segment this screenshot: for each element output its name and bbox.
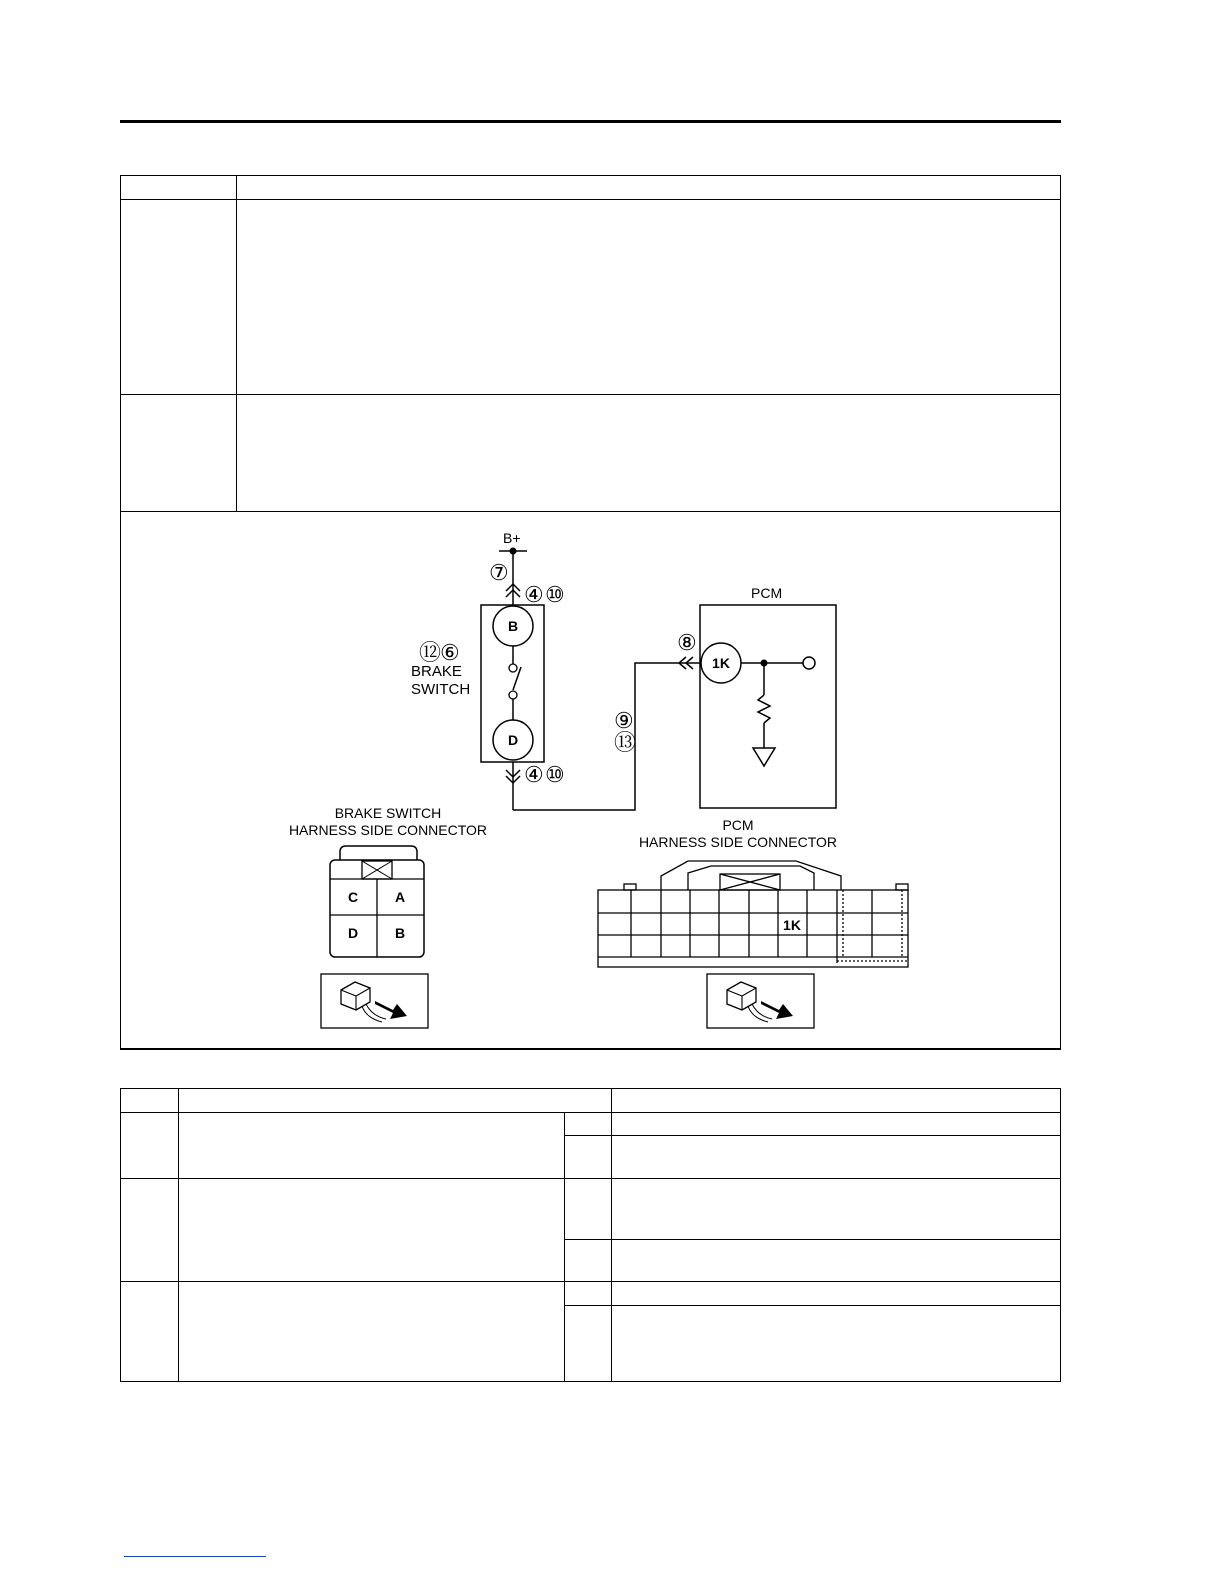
procedure-header-divider [120,1112,1061,1113]
brake-cell-d: D [347,925,359,941]
brake-connector-title-1: BRAKE SWITCH [334,805,442,821]
callout-9: ⑨ [614,708,634,733]
brake-switch-label-2: SWITCH [411,681,471,698]
brake-connector-title-2: HARNESS SIDE CONNECTOR [288,822,488,838]
callout-13: ⑬ [614,730,637,755]
brake-terminal-b: B [507,618,519,634]
brake-cell-a: A [394,889,406,905]
pcm-connector-title-2: HARNESS SIDE CONNECTOR [638,834,838,850]
pcm-connector-title-1: PCM [722,817,754,833]
callout-10-bottom: ⑩ [545,762,565,787]
procedure-sub-divider [564,1135,1061,1136]
procedure-table [120,1088,1061,1382]
procedure-sub-divider [564,1305,1061,1306]
brake-ref-12: ⑫ [419,640,442,665]
procedure-col-result [564,1112,565,1382]
pcm-ref-8: ⑧ [677,630,697,655]
pcm-connector-view-icon [707,974,814,1028]
brake-connector-view-icon [321,974,428,1028]
brake-ref-6: ⑥ [440,640,460,665]
pcm-label: PCM [751,585,783,601]
callout-7: ⑦ [489,560,509,585]
footer-link-underline[interactable] [124,1556,266,1557]
pcm-connector-cell-1k: 1K [783,917,801,933]
procedure-col-step [178,1088,179,1382]
procedure-sub-divider [564,1239,1061,1240]
callout-4-bottom: ④ [524,762,544,787]
procedure-col-action [611,1088,612,1382]
brake-terminal-d: D [507,732,519,748]
brake-switch-label-1: BRAKE [411,663,462,680]
callout-10-top: ⑩ [545,582,565,607]
procedure-row-divider [120,1178,1061,1179]
pcm-connector-shape [598,861,908,967]
procedure-row-divider [120,1281,1061,1282]
brake-cell-c: C [347,889,359,905]
brake-cell-b: B [394,925,406,941]
callout-4-top: ④ [524,582,544,607]
b-plus-label: B+ [503,530,521,546]
pcm-terminal-1k: 1K [712,655,730,671]
